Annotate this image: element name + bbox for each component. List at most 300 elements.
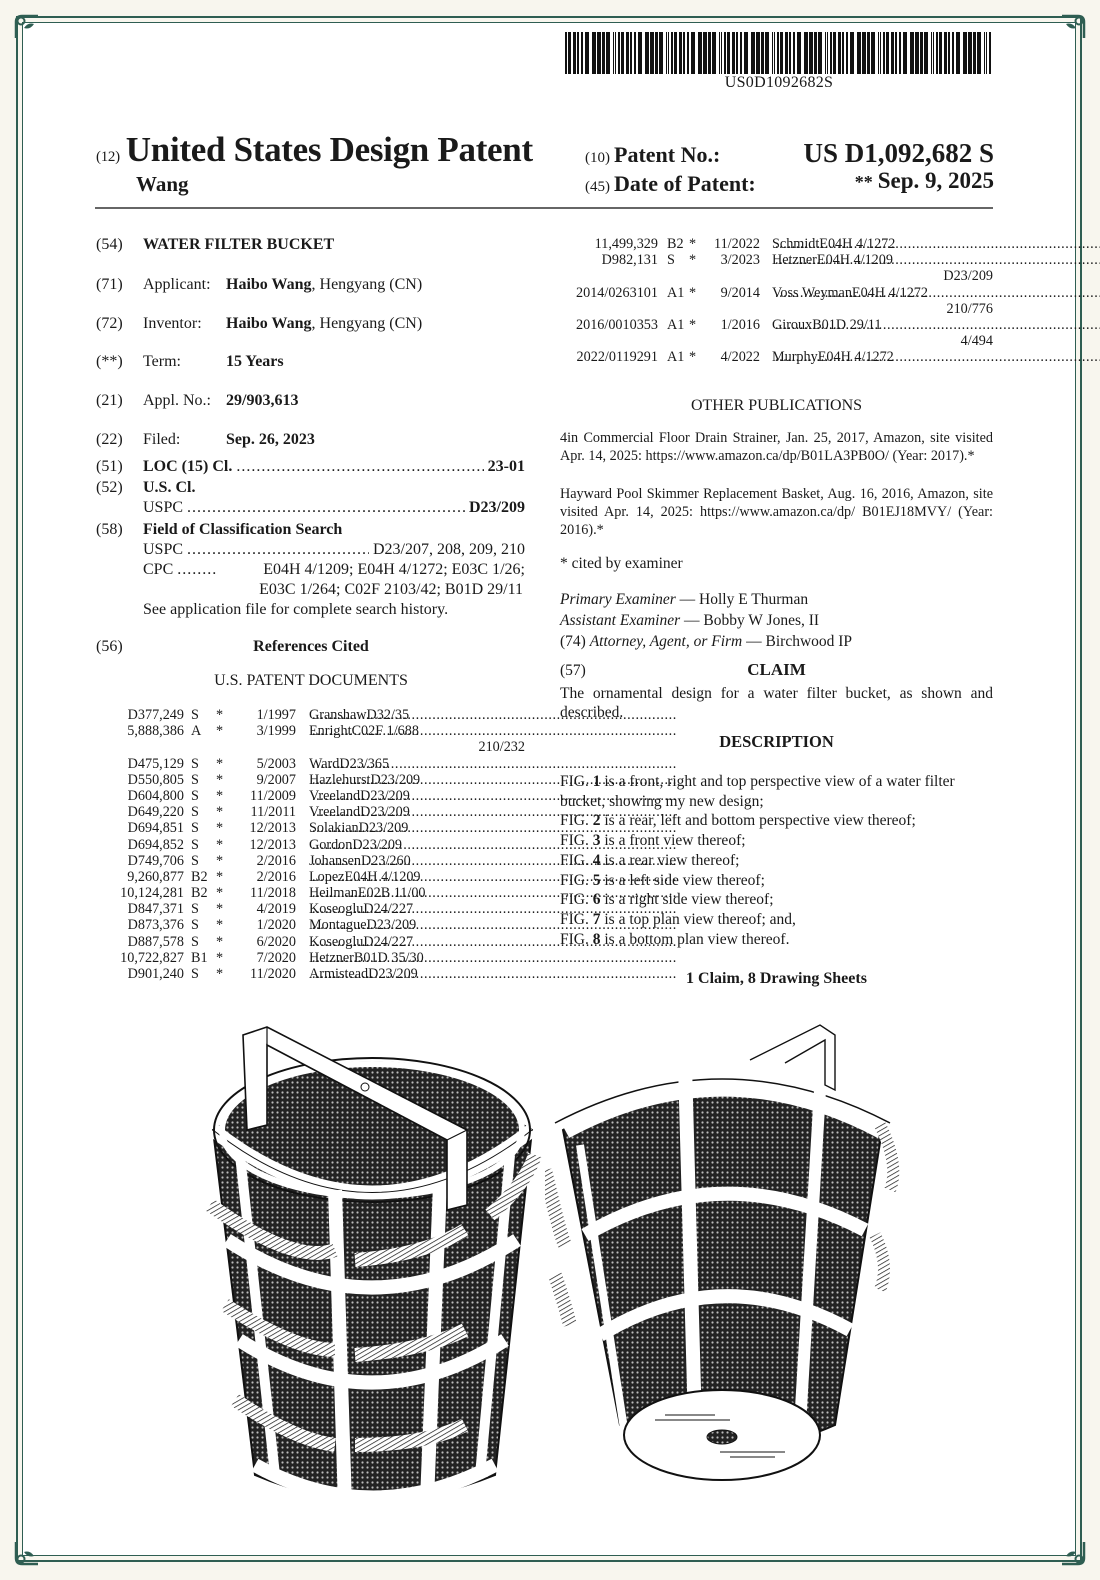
applicant-name: Haibo Wang	[226, 276, 312, 293]
inid-code: (52)	[96, 479, 123, 496]
reference-number: 2014/0263101	[576, 284, 658, 301]
reference-row	[560, 333, 993, 349]
figure-text: FIG.	[560, 891, 593, 909]
reference-inventor: Enright	[309, 723, 352, 740]
barcode-bar	[626, 32, 629, 74]
barcode-bar	[674, 32, 677, 74]
reference-cited-marker: *	[689, 252, 697, 269]
reference-row	[120, 756, 525, 772]
barcode-bar	[621, 32, 624, 74]
barcode-bar	[630, 32, 632, 74]
document-title	[96, 130, 533, 170]
reference-row	[120, 934, 525, 950]
inid-code: (72)	[96, 315, 123, 332]
reference-date: 11/2020	[250, 966, 296, 982]
reference-number: 11,499,329	[594, 236, 658, 252]
figure-number: 5	[592, 871, 601, 889]
reference-inventor: Montague	[309, 917, 367, 934]
barcode-bar	[691, 32, 695, 74]
inid-code: (22)	[96, 431, 123, 448]
reference-date: 11/2009	[250, 787, 296, 804]
uspc-row	[143, 498, 525, 518]
inid-code: (71)	[96, 276, 123, 293]
reference-class: D24/227	[363, 901, 414, 918]
figure-text: FIG.	[560, 910, 593, 928]
reference-class: D23/209	[360, 804, 410, 821]
reference-kind: S	[191, 933, 199, 950]
reference-kind: S	[191, 755, 199, 772]
primary-examiner-name: Holly E Thurman	[699, 591, 809, 608]
reference-inventor: Ward	[309, 755, 340, 772]
barcode-bar	[797, 32, 801, 74]
reference-number: D377,249	[127, 707, 184, 723]
reference-name-and-class	[309, 772, 525, 788]
reference-kind: S	[191, 707, 199, 723]
reference-row	[120, 723, 525, 739]
figure-text: FIG.	[560, 812, 593, 830]
barcode-bar	[850, 32, 854, 74]
barcode-bar	[804, 32, 808, 74]
inid-code: (58)	[96, 521, 123, 538]
reference-row	[120, 869, 525, 885]
barcode-text: US0D1092682S	[724, 74, 834, 91]
reference-name-and-class	[309, 950, 525, 966]
barcode-bar	[963, 32, 967, 74]
barcode-bar	[772, 32, 773, 74]
reference-row	[120, 739, 525, 755]
reference-cited-marker: *	[216, 868, 224, 885]
figure-description	[560, 930, 993, 950]
applicant-location: , Hengyang (CN)	[311, 276, 423, 293]
assistant-examiner-name: Bobby W Jones, II	[703, 612, 820, 629]
cited-by-examiner-note: * cited by examiner	[560, 555, 683, 572]
figure-text: is a right side view thereof;	[600, 891, 774, 909]
other-publication-item: Hayward Pool Skimmer Replacement Basket, Aug. 16, 2016, Amazon, site visited Apr. 14, 2025: https://www.amazon.ca/dp/ B01EJ18MVY/ (Year: 2016).*	[560, 486, 993, 538]
reference-inventor: Johansen	[309, 852, 362, 869]
reference-number: D749,706	[127, 852, 184, 869]
barcode-bar	[899, 32, 901, 74]
reference-row	[560, 301, 993, 317]
barcode-bar	[886, 32, 889, 74]
field-search-label: Field of Classification Search	[143, 521, 343, 538]
reference-name-and-class	[309, 820, 525, 836]
reference-number: D901,240	[127, 966, 184, 982]
barcode-bar	[910, 32, 914, 74]
reference-number: D887,578	[127, 933, 184, 950]
reference-name-and-class	[309, 901, 525, 917]
barcode-bar	[592, 32, 596, 74]
reference-cited-marker: *	[216, 707, 224, 723]
reference-cited-marker: *	[216, 723, 224, 740]
reference-row	[560, 252, 993, 268]
barcode-bar	[606, 32, 610, 74]
figure-text: is a bottom plan view thereof.	[600, 930, 790, 948]
figure-text: FIG.	[560, 930, 593, 948]
reference-name-and-class	[309, 885, 525, 901]
reference-inventor: Giroux	[772, 316, 813, 333]
barcode-bar	[679, 32, 682, 74]
reference-name-and-class	[309, 869, 525, 885]
reference-class: D23/209	[368, 966, 418, 982]
reference-inventor: Hetzner	[772, 252, 817, 269]
reference-row	[120, 917, 525, 933]
reference-number: 10,124,281	[120, 885, 184, 902]
reference-number: D847,371	[127, 901, 184, 918]
attorney-name: Birchwood IP	[765, 633, 853, 650]
patent-no-label	[585, 142, 720, 168]
corner-ornament-icon	[1058, 1538, 1088, 1568]
reference-kind: A1	[667, 284, 685, 301]
figure-text: is a left side view thereof;	[600, 871, 765, 889]
reference-class: D23/209	[358, 820, 409, 837]
barcode-bar	[838, 32, 841, 74]
reference-date: 11/2022	[714, 236, 760, 252]
barcode-bar	[924, 32, 928, 74]
reference-class: B01D 29/11	[812, 316, 882, 333]
reference-kind: A1	[667, 316, 685, 333]
reference-kind: S	[191, 804, 199, 821]
applicant-value	[226, 275, 422, 295]
figure-text: is a rear view thereof;	[600, 851, 740, 869]
barcode-bar	[818, 32, 822, 74]
other-publications-heading: OTHER PUBLICATIONS	[690, 397, 863, 414]
reference-class: D24/227	[363, 933, 414, 950]
barcode-bar	[984, 32, 985, 74]
reference-inventor: Vreeland	[309, 787, 361, 804]
barcode-bar	[585, 32, 589, 74]
barcode-bar	[727, 32, 730, 74]
barcode-bar	[973, 32, 976, 74]
barcode-bar	[597, 32, 601, 74]
barcode-bar	[814, 32, 817, 74]
reference-name-and-class	[309, 917, 525, 933]
barcode-bar	[977, 32, 981, 74]
reference-class: E04H 4/1209	[816, 252, 893, 269]
barcode-bar	[698, 32, 702, 74]
reference-cited-marker: *	[689, 236, 697, 252]
barcode-bar	[724, 32, 726, 74]
reference-row	[120, 804, 525, 820]
barcode-bar	[774, 32, 775, 74]
description-heading: DESCRIPTION	[719, 732, 834, 751]
barcode-bar	[871, 32, 875, 74]
figure-description	[560, 831, 993, 851]
barcode-bar	[968, 32, 972, 74]
reference-class: B01D 35/30	[353, 949, 424, 966]
barcode-bar	[867, 32, 870, 74]
field-cpc-line: E03C 1/264; C02F 2103/42; B01D 29/11	[259, 581, 523, 598]
reference-inventor: Koseoglu	[309, 933, 364, 950]
reference-cited-marker: *	[216, 804, 224, 821]
reference-name-and-class	[309, 934, 525, 950]
reference-class: D23/260	[361, 852, 411, 869]
reference-class: C02F 1/688	[351, 723, 419, 740]
reference-inventor: Granshaw	[309, 707, 367, 723]
barcode-bar	[830, 32, 832, 74]
reference-number: D694,851	[127, 820, 184, 837]
reference-row	[120, 837, 525, 853]
dash: —	[679, 591, 696, 608]
reference-kind: A	[191, 723, 202, 740]
reference-number: 2022/0119291	[576, 349, 658, 366]
barcode-bar	[687, 32, 689, 74]
reference-date: 1/2020	[256, 917, 296, 934]
date-text: Sep. 9, 2025	[877, 168, 994, 193]
loc-class-label: LOC (15) Cl.	[143, 458, 233, 475]
barcode-bar	[638, 32, 642, 74]
reference-name-and-class	[772, 252, 993, 268]
reference-name-and-class	[309, 966, 525, 982]
barcode-bar	[659, 32, 663, 74]
inid-code: (57)	[560, 662, 586, 679]
barcode-bar	[573, 32, 576, 74]
term-value: 15 Years	[226, 353, 284, 370]
reference-cited-marker: *	[216, 755, 224, 772]
barcode-bar	[948, 32, 950, 74]
barcode-bar	[613, 32, 614, 74]
reference-date: 4/2019	[256, 901, 296, 918]
barcode-bar	[933, 32, 934, 74]
reference-row	[120, 950, 525, 966]
reference-kind: S	[191, 966, 199, 982]
label-text: Patent No.:	[614, 142, 721, 167]
reference-cited-marker: *	[216, 820, 224, 837]
reference-cited-marker: *	[689, 284, 697, 301]
reference-class: D23/209	[370, 771, 421, 788]
barcode-bar	[577, 32, 579, 74]
reference-inventor: Gordon	[309, 836, 353, 853]
barcode-bar	[618, 32, 620, 74]
reference-kind: S	[191, 901, 199, 918]
reference-cited-marker: *	[216, 933, 224, 950]
figure-text: FIG.	[560, 871, 593, 889]
barcode-bar	[671, 32, 673, 74]
reference-cited-marker: *	[689, 316, 697, 333]
reference-row	[120, 853, 525, 869]
barcode-bar	[931, 32, 932, 74]
figure-description	[560, 890, 993, 910]
figure-number: 8	[592, 930, 601, 948]
reference-number: 5,888,386	[127, 723, 184, 740]
reference-row	[560, 268, 993, 284]
barcode-bar	[895, 32, 897, 74]
loc-class-row	[143, 457, 525, 477]
figure-text: is a rear, left and bottom perspective view thereof;	[600, 812, 916, 830]
reference-kind: S	[191, 852, 199, 869]
reference-number: D475,129	[127, 755, 184, 772]
barcode-bar	[568, 32, 571, 74]
figure-number: 6	[592, 891, 601, 909]
us-patent-documents-heading: U.S. PATENT DOCUMENTS	[214, 672, 408, 689]
reference-cited-marker: *	[216, 949, 224, 966]
barcode-bar	[862, 32, 866, 74]
inventor-label: Inventor:	[143, 315, 202, 332]
reference-name-and-class	[309, 756, 525, 772]
loc-class-value: 23-01	[487, 458, 525, 475]
figure-text: FIG.	[560, 851, 593, 869]
reference-cited-marker: *	[216, 917, 224, 934]
barcode-bar	[740, 32, 742, 74]
patent-number: US D1,092,682 S	[803, 138, 994, 168]
figure-description	[560, 772, 993, 811]
reference-row	[120, 966, 525, 982]
figure-description	[560, 811, 993, 831]
barcode-bar	[756, 32, 760, 74]
barcode-bar	[602, 32, 605, 74]
reference-date: 6/2020	[256, 933, 296, 950]
reference-inventor: Hazlehurst	[309, 771, 371, 788]
reference-date: 12/2013	[249, 836, 296, 853]
reference-class: D23/209	[366, 917, 417, 934]
reference-cited-marker: *	[216, 966, 224, 982]
reference-number: 2016/0010353	[576, 316, 658, 333]
figure-number: 7	[592, 910, 601, 928]
figure-text: is a front, right and top perspective view of a water filter bucket, showing my new design;	[560, 773, 959, 810]
reference-name-and-class	[309, 804, 525, 820]
reference-kind: S	[191, 917, 199, 934]
reference-name-and-class	[309, 788, 525, 804]
barcode-bar	[939, 32, 942, 74]
inid-code: (45)	[585, 179, 610, 195]
barcode-bar	[761, 32, 764, 74]
reference-row	[560, 285, 993, 301]
appl-no-label: Appl. No.:	[143, 392, 211, 409]
term-label: Term:	[143, 353, 181, 370]
invention-title: WATER FILTER BUCKET	[143, 236, 335, 253]
reference-cited-marker: *	[216, 787, 224, 804]
reference-kind: B2	[191, 885, 208, 902]
barcode-bar	[883, 32, 885, 74]
reference-class: D23/209	[360, 787, 410, 804]
reference-kind: S	[191, 836, 199, 853]
inid-code: (12)	[96, 149, 120, 165]
reference-name-and-class	[309, 723, 525, 739]
reference-date: 11/2018	[250, 885, 296, 902]
term-extension-marker: **	[854, 172, 873, 192]
figure-description	[560, 851, 993, 871]
barcode-bar	[986, 32, 987, 74]
reference-row	[120, 820, 525, 836]
field-cpc-line: E04H 4/1209; E04H 4/1272; E03C 1/26;	[263, 561, 525, 578]
assistant-examiner-label: Assistant Examiner	[560, 612, 681, 629]
barcode-bar	[708, 32, 711, 74]
reference-name-and-class	[309, 837, 525, 853]
reference-class: D32/35	[366, 707, 410, 723]
reference-date: 2/2016	[256, 868, 296, 885]
barcode-bar	[565, 32, 567, 74]
field-cpc-row	[143, 560, 525, 580]
inventor-name: Haibo Wang	[226, 315, 312, 332]
reference-number: D694,852	[127, 836, 184, 853]
reference-date: 1/1997	[256, 707, 296, 723]
figure-text: FIG.	[560, 773, 593, 790]
reference-inventor: Koseoglu	[309, 901, 364, 918]
barcode-bar	[846, 32, 848, 74]
attorney	[560, 632, 852, 651]
field-cpc-label: CPC	[143, 561, 174, 578]
reference-inventor: Schmidt	[772, 236, 820, 252]
figure-number: 1	[592, 773, 601, 790]
barcode-bar	[956, 32, 960, 74]
barcode-bar	[668, 32, 669, 74]
reference-date: 12/2013	[249, 820, 296, 837]
reference-cited-marker: *	[216, 836, 224, 853]
barcode-bar	[712, 32, 716, 74]
barcode-bar	[780, 32, 783, 74]
barcode-bar	[719, 32, 720, 74]
reference-kind: S	[667, 252, 675, 269]
barcode-bar	[655, 32, 658, 74]
reference-number: D604,800	[127, 787, 184, 804]
claim-text: The ornamental design for a water filter bucket, as shown and described.	[560, 685, 993, 721]
claims-sheets-summary: 1 Claim, 8 Drawing Sheets	[686, 970, 867, 987]
reference-class: E04H 4/1272	[817, 349, 894, 366]
corner-ornament-icon	[1058, 12, 1088, 42]
reference-number: D873,376	[127, 917, 184, 934]
reference-date: 7/2020	[256, 949, 296, 966]
reference-class: 210/232	[478, 739, 525, 756]
barcode-bar	[944, 32, 947, 74]
reference-class: E04H 4/1272	[819, 236, 896, 252]
barcode-bar	[721, 32, 722, 74]
barcode-bar	[920, 32, 923, 74]
reference-class: 210/776	[946, 300, 993, 317]
label-text: Date of Patent:	[614, 171, 756, 196]
field-uspc-row	[143, 540, 525, 560]
appl-no-value: 29/903,613	[226, 392, 299, 409]
figure-text: is a top plan view thereof; and,	[600, 910, 796, 928]
filed-value: Sep. 26, 2023	[226, 431, 315, 448]
reference-kind: S	[191, 820, 199, 837]
corner-ornament-icon	[12, 1538, 42, 1568]
reference-kind: S	[191, 787, 199, 804]
reference-date: 2/2016	[256, 852, 296, 869]
reference-kind: A1	[667, 349, 685, 366]
date-of-patent-label	[585, 171, 756, 197]
barcode-bar	[878, 32, 879, 74]
inid-code: (**)	[96, 353, 123, 370]
barcode-bar	[793, 32, 795, 74]
barcode-bar	[744, 32, 748, 74]
references-table-left	[120, 707, 525, 982]
barcode-bar	[785, 32, 788, 74]
reference-cited-marker: *	[216, 901, 224, 918]
inid-code: (56)	[96, 638, 123, 655]
reference-inventor: Hetzner	[309, 949, 354, 966]
uspc-value: D23/209	[469, 499, 525, 516]
barcode-bar	[989, 32, 991, 74]
barcode-bar	[827, 32, 828, 74]
reference-inventor: Heilman	[309, 885, 358, 902]
reference-class: D23/209	[943, 268, 993, 285]
reference-date: 9/2014	[720, 284, 760, 301]
primary-examiner	[560, 590, 808, 609]
reference-name-and-class	[309, 853, 525, 869]
barcode-bar	[936, 32, 938, 74]
other-publication-item: 4in Commercial Floor Drain Strainer, Jan. 25, 2017, Amazon, site visited Apr. 14, 2025: https://www.amazon.ca/dp/B01LA3PB0O/ (Year: 2017).*	[560, 430, 993, 464]
reference-kind: B1	[191, 949, 208, 966]
reference-row	[120, 901, 525, 917]
field-uspc-label: USPC	[143, 541, 184, 558]
dash: —	[746, 633, 762, 650]
reference-inventor: Voss Weyman	[772, 284, 852, 301]
barcode-bar	[825, 32, 826, 74]
corner-ornament-icon	[12, 12, 42, 42]
uspc-label: USPC	[143, 499, 184, 516]
barcode-bar	[880, 32, 881, 74]
reference-class: D23/209	[352, 836, 403, 853]
barcode	[565, 32, 993, 74]
